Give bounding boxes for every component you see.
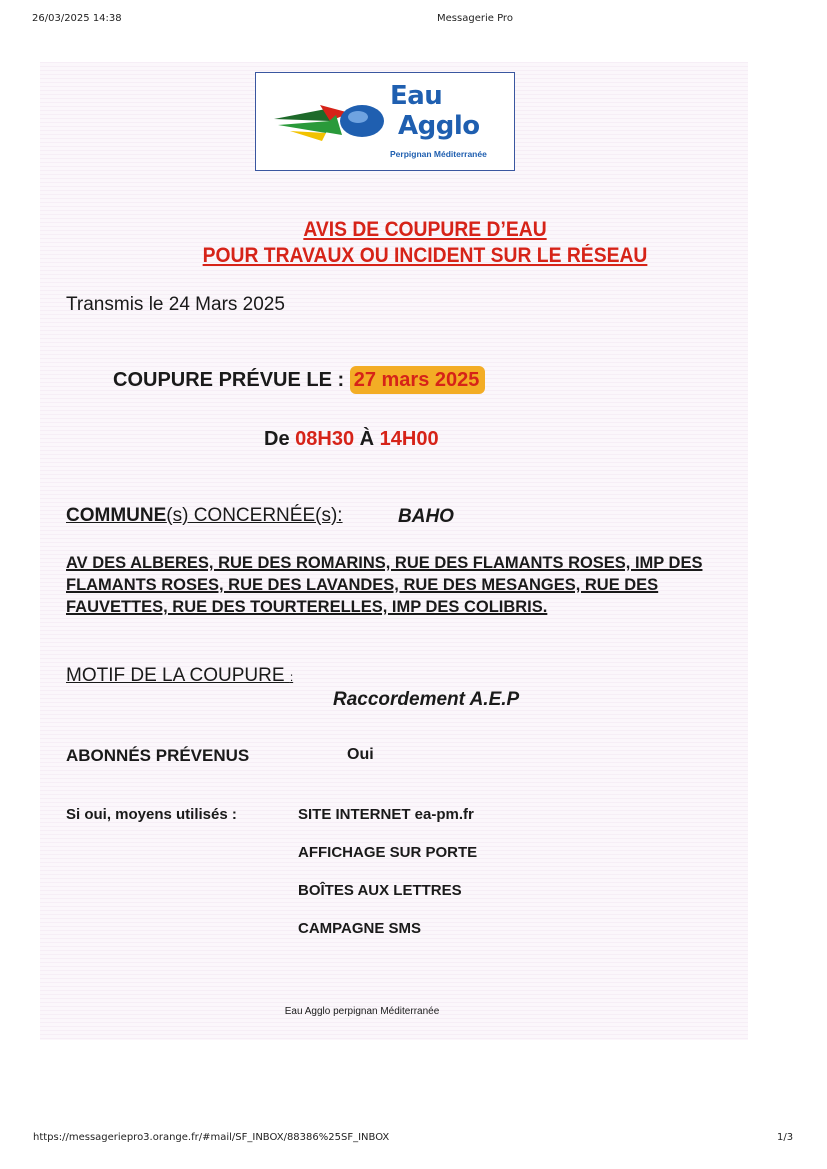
transmission-date: Transmis le 24 Mars 2025 [66,294,285,315]
motif-label [66,665,293,687]
print-header-datetime: 26/03/2025 14:38 [32,13,122,24]
logo-subtitle: Perpignan Méditerranée [390,149,487,159]
hours-prefix: De [264,428,290,450]
motif-value: Raccordement A.E.P [333,689,520,710]
print-footer-page-number: 1/3 [777,1132,794,1143]
hours-end: 14H00 [379,428,439,450]
list-item: BOÎTES AUX LETTRES [298,882,462,899]
print-footer-url: https://messageriepro3.orange.fr/#mail/SF_INBOX/88386%25SF_INBOX [33,1132,390,1143]
commune-label-rest: (s) CONCERNÉE(s): [166,505,343,526]
notice-title-line-2: POUR TRAVAUX OU INCIDENT SUR LE RÉSEAU [202,244,648,267]
cut-hours [264,428,439,451]
notification-means-list [298,806,477,958]
print-header-title: Messagerie Pro [437,13,513,24]
document-footer: Eau Agglo perpignan Méditerranée [284,1006,440,1017]
planned-cut-line [113,369,485,392]
commune-label [66,505,343,527]
list-item: AFFICHAGE SUR PORTE [298,844,478,861]
logo-word-agglo: Agglo [398,111,480,141]
list-item: SITE INTERNET ea-pm.fr [298,806,474,823]
motif-label-colon: : [289,670,294,684]
planned-cut-label: COUPURE PRÉVUE LE : [113,369,345,391]
affected-streets: AV DES ALBERES, RUE DES ROMARINS, RUE DES FLAMANTS ROSES, IMP DES FLAMANTS ROSES, RUE DES LAVANDES, RUE DES MESANGES, RUE DES FAUVETTES, RUE DES TOURTERELLES, IMP DES COLIBRIS. [66,553,703,616]
hours-separator: À [359,428,375,450]
subscribers-notified-label: ABONNÉS PRÉVENUS [66,746,250,765]
motif-label-text: MOTIF DE LA COUPURE [66,665,285,686]
notice-title-line-1: AVIS DE COUPURE D’EAU [303,218,547,241]
list-item: CAMPAGNE SMS [298,920,422,937]
eau-agglo-logo [255,72,515,171]
notification-means-label: Si oui, moyens utilisés : [66,806,237,823]
commune-name: BAHO [398,506,454,527]
planned-cut-date: 27 mars 2025 [350,366,486,394]
water-drop-logo-icon [270,91,386,149]
hours-start: 08H30 [295,428,355,450]
logo-word-eau: Eau [390,81,443,111]
commune-label-bold: COMMUNE [66,505,167,526]
subscribers-notified-value: Oui [347,746,374,763]
